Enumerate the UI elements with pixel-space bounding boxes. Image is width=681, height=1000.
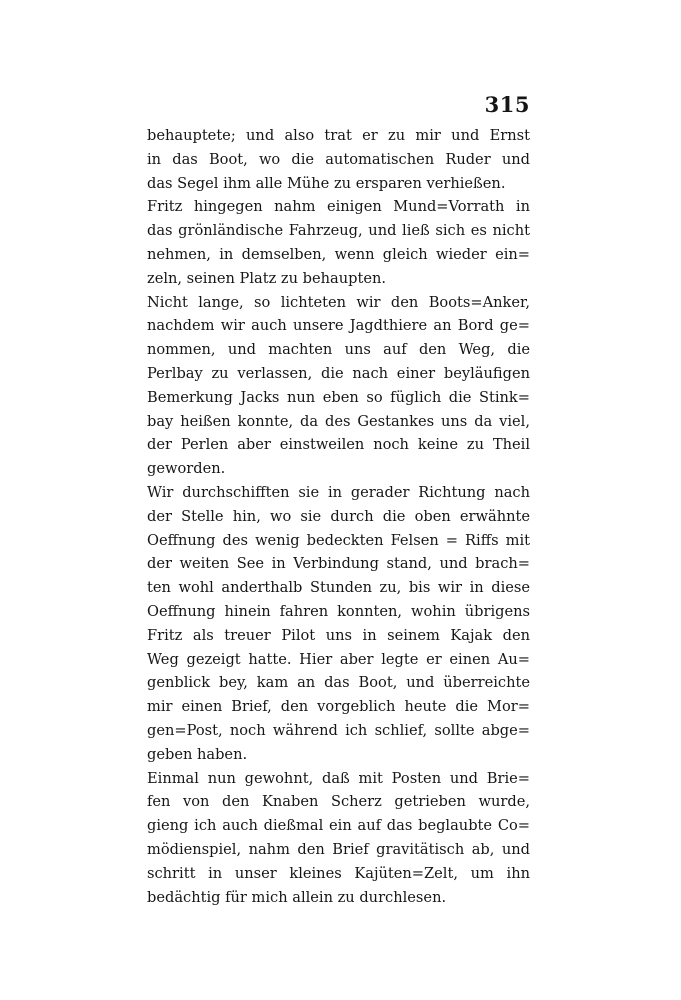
page-number: 315 (484, 92, 530, 117)
paragraph-2 (147, 195, 530, 290)
text-line: genblick bey, kam an das Boot, und überreichte (147, 674, 530, 692)
text-line: Einmal nun gewohnt, daß mit Posten und Brie= (147, 769, 530, 787)
text-line: Nicht lange, so lichteten wir den Boots=Anker, (147, 293, 530, 311)
text-line: schritt in unser kleines Kajüten=Zelt, um ihn (147, 864, 530, 882)
text-line: das grönländische Fahrzeug, und ließ sich es nicht (147, 222, 530, 240)
paragraph-5 (147, 767, 530, 910)
text-line: bay heißen konnte, da des Gestankes uns da viel, (147, 412, 530, 430)
text-line: Weg gezeigt hatte. Hier aber legte er einen Au= (147, 650, 530, 668)
text-line: geben haben. (147, 745, 248, 763)
text-line: mir einen Brief, den vorgeblich heute die Mor= (147, 698, 530, 716)
text-line: der Stelle hin, wo sie durch die oben erwähnte (147, 507, 530, 525)
text-line: Wir durchschifften sie in gerader Richtung nach (147, 483, 530, 501)
text-line: der Perlen aber einstweilen noch keine zu Theil (147, 436, 530, 454)
text-line: mödienspiel, nahm den Brief gravitätisch ab, und (147, 840, 530, 858)
text-line: nommen, und machten uns auf den Weg, die (147, 341, 530, 359)
text-line: Perlbay zu verlassen, die nach einer beyläufigen (147, 364, 530, 382)
paragraph-3 (147, 291, 530, 481)
text-line: geworden. (147, 460, 226, 478)
text-line: Fritz hingegen nahm einigen Mund=Vorrath in (147, 198, 530, 216)
text-line: Oeffnung des wenig bedeckten Felsen = Riffs mit (147, 531, 530, 549)
text-line: ten wohl anderthalb Stunden zu, bis wir in diese (147, 579, 530, 597)
text-line: das Segel ihm alle Mühe zu ersparen verhießen. (147, 174, 506, 192)
text-line: Bemerkung Jacks nun eben so füglich die Stink= (147, 388, 530, 406)
text-line: nehmen, in demselben, wenn gleich wieder ein= (147, 245, 530, 263)
paragraph-1 (147, 124, 530, 195)
text-line: Fritz als treuer Pilot uns in seinem Kajak den (147, 626, 530, 644)
text-line: gieng ich auch dießmal ein auf das beglaubte Co= (147, 817, 530, 835)
text-line: nachdem wir auch unsere Jagdthiere an Bord ge= (147, 317, 530, 335)
text-line: gen=Post, noch während ich schlief, sollte abge= (147, 721, 530, 739)
text-line: fen von den Knaben Scherz getrieben wurde, (147, 793, 530, 811)
text-line: Oeffnung hinein fahren konnten, wohin übrigens (147, 602, 530, 620)
text-line: behauptete; und also trat er zu mir und Ernst (147, 127, 530, 144)
paragraph-4 (147, 481, 530, 767)
body-text (147, 124, 530, 909)
text-line: der weiten See in Verbindung stand, und brach= (147, 555, 530, 573)
text-line: zeln, seinen Platz zu behaupten. (147, 269, 387, 287)
text-line: in das Boot, wo die automatischen Ruder und (147, 150, 530, 168)
text-line: bedächtig für mich allein zu durchlesen. (147, 888, 447, 906)
